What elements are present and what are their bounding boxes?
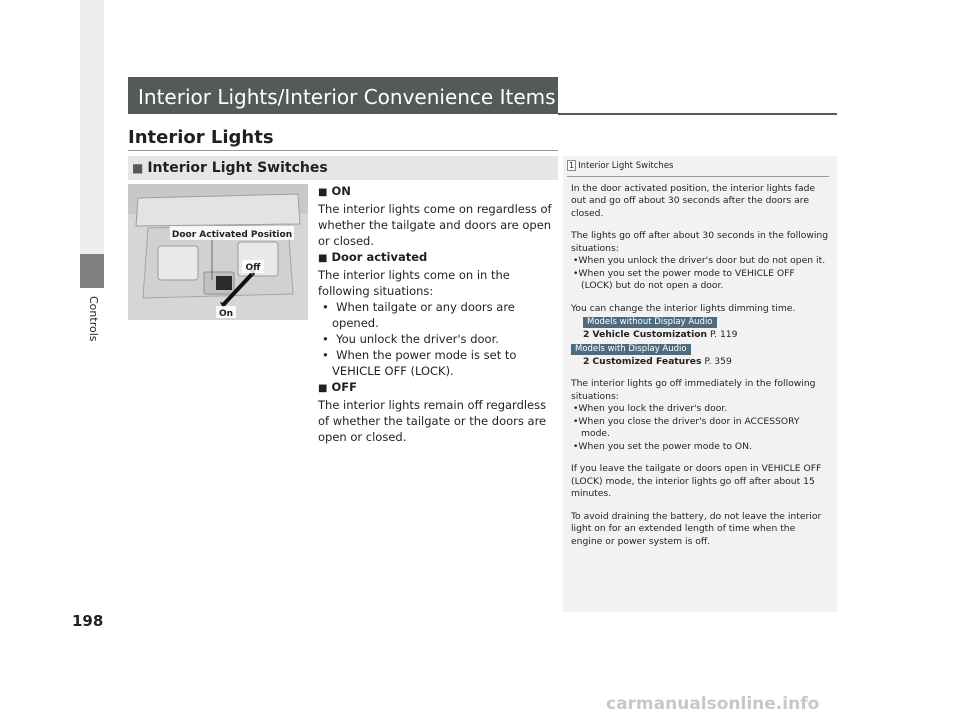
square-bullet-icon: ■ <box>318 383 328 394</box>
reference-arrow-icon: 2 <box>583 329 590 340</box>
list-item: • When tailgate or any doors are opened. <box>322 300 515 330</box>
square-bullet-icon: ■ <box>318 253 328 264</box>
list-item-text: When the power mode is set to VEHICLE OFF (LOCK). <box>332 348 517 378</box>
sidenote-heading <box>567 160 829 177</box>
sidenote-p5: If you leave the tailgate or doors open in VEHICLE OFF (LOCK) mode, the interior lights go off after about 15 minutes. <box>571 463 822 499</box>
sidenote-heading-text: Interior Light Switches <box>578 161 674 171</box>
off-heading <box>318 379 558 397</box>
badge-with-display-audio: Models with Display Audio <box>571 344 691 355</box>
page-number: 198 <box>72 612 104 630</box>
ref-page[interactable]: P. 119 <box>710 329 738 340</box>
sidenote-p3: You can change the interior lights dimming time. <box>571 302 796 314</box>
sidenote-p2: The lights go off after about 30 seconds in the following situations: <box>571 230 829 254</box>
door-text: The interior lights come on in the following situations: <box>318 268 510 298</box>
sidenote-p4: The interior lights go off immediately in the following situations: <box>571 378 816 402</box>
door-heading <box>318 249 558 267</box>
on-label: On <box>218 309 234 319</box>
section-title: Interior Lights <box>128 127 274 148</box>
list-item: •When you set the power mode to VEHICLE OFF (LOCK) but do not open a door. <box>573 267 795 291</box>
list-item: •When you close the driver's door in ACCESSORY mode. <box>573 415 800 439</box>
subsection-title: Interior Light Switches <box>147 160 328 176</box>
sidenote <box>563 156 837 612</box>
ref-vehicle-customization[interactable] <box>571 329 829 342</box>
door-heading-text: Door activated <box>331 250 428 264</box>
interior-light-illustration <box>128 184 308 320</box>
list-item: •When you lock the driver's door. <box>573 403 728 414</box>
list-item: • When the power mode is set to VEHICLE OFF (LOCK). <box>322 348 517 378</box>
list-item-text: You unlock the driver's door. <box>336 332 499 346</box>
chapter-tab <box>80 254 104 288</box>
off-label: Off <box>245 263 261 273</box>
section-rule <box>128 150 558 151</box>
badge-without-display-audio: Models without Display Audio <box>583 317 717 328</box>
on-text: The interior lights come on regardless of whether the tailgate and doors are open or closed. <box>318 202 552 248</box>
list-item-text: When you set the power mode to ON. <box>578 440 752 452</box>
list-item-text: When you unlock the driver's door but do not open it. <box>578 255 826 266</box>
list-item-text: When tailgate or any doors are opened. <box>332 300 515 330</box>
ref-page[interactable]: P. 359 <box>704 355 732 367</box>
body-text <box>318 183 558 445</box>
sidenote-p1: In the door activated position, the interior lights fade out and go off about 30 seconds after the doors are closed. <box>571 182 816 219</box>
ref-label[interactable]: Customized Features <box>592 355 702 367</box>
square-bullet-icon: ■ <box>132 161 144 175</box>
list-item: •When you set the power mode to ON. <box>573 440 752 452</box>
list-item: •When you unlock the driver's door but do not open it. <box>573 255 826 266</box>
square-bullet-icon: ■ <box>318 187 328 198</box>
reference-arrow-icon: 2 <box>583 355 590 367</box>
sidenote-p6: To avoid draining the battery, do not leave the interior light on for an extended length of time when the engine or power system is off. <box>571 510 822 547</box>
door-activated-label: Door Activated Position <box>171 230 293 240</box>
note-marker: 1 <box>569 161 575 170</box>
ref-customized-features[interactable] <box>571 356 829 369</box>
list-item: • You unlock the driver's door. <box>322 332 499 346</box>
list-item-text: When you close the driver's door in ACCESSORY mode. <box>578 415 800 439</box>
watermark: carmanualsonline.info <box>606 694 820 714</box>
ref-label[interactable]: Vehicle Customization <box>592 329 708 340</box>
off-text: The interior lights remain off regardless of whether the tailgate or the doors are open or closed. <box>318 398 547 444</box>
side-rail <box>80 0 104 254</box>
chapter-title: Interior Lights/Interior Convenience Items <box>128 77 558 114</box>
on-heading-text: ON <box>331 184 351 198</box>
list-item-text: When you set the power mode to VEHICLE OFF (LOCK) but do not open a door. <box>578 267 795 291</box>
list-item-text: When you lock the driver's door. <box>578 403 728 414</box>
on-heading <box>318 183 558 201</box>
title-rule <box>558 113 837 115</box>
off-heading-text: OFF <box>331 380 357 394</box>
chapter-tab-label: Controls <box>87 296 100 342</box>
subsection-title-bar <box>128 156 558 180</box>
